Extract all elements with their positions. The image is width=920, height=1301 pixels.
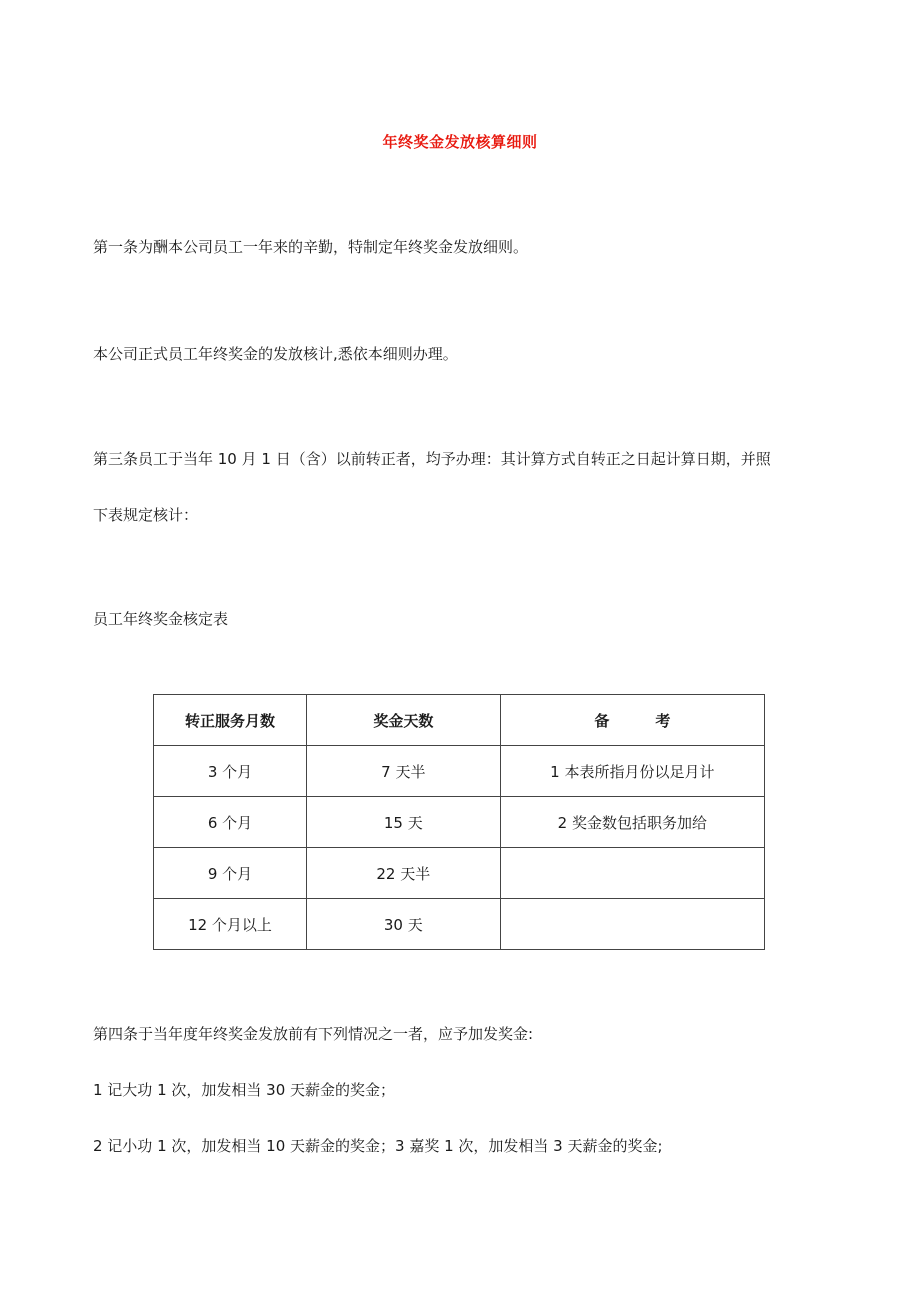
header-days: 奖金天数 xyxy=(306,695,500,746)
header-remark-char1: 备 xyxy=(594,711,610,730)
article-4-paragraph: 第四条于当年度年终奖金发放前有下列情况之一者，应予加发奖金: xyxy=(93,1025,534,1043)
document-title: 年终奖金发放核算细则 xyxy=(382,133,538,151)
article-1-paragraph: 第一条为酬本公司员工一年来的辛勤，特制定年终奖金发放细则。 xyxy=(93,238,529,256)
cell-days: 15 天 xyxy=(306,797,500,848)
article-3-paragraph-line1: 第三条员工于当年 10 月 1 日（含）以前转正者，均予办理：其计算方式自转正之日起计算日期，并照 xyxy=(93,450,771,468)
article-3-paragraph-line2: 下表规定核计： xyxy=(93,506,199,524)
item-1-paragraph: 1 记大功 1 次，加发相当 30 天薪金的奖金； xyxy=(93,1081,396,1099)
header-remark-char2: 考 xyxy=(655,711,671,730)
cell-months: 6 个月 xyxy=(154,797,307,848)
cell-months: 3 个月 xyxy=(154,746,307,797)
cell-months: 12 个月以上 xyxy=(154,899,307,950)
article-2-paragraph: 本公司正式员工年终奖金的发放核计,悉依本细则办理。 xyxy=(93,345,458,363)
bonus-table xyxy=(153,694,765,950)
table-header-row xyxy=(154,695,765,746)
cell-days: 30 天 xyxy=(306,899,500,950)
cell-remark: 2 奖金数包括职务加给 xyxy=(500,797,764,848)
table-row xyxy=(154,848,765,899)
header-months: 转正服务月数 xyxy=(154,695,307,746)
header-remark xyxy=(500,695,764,746)
item-2-3-paragraph: 2 记小功 1 次，加发相当 10 天薪金的奖金；3 嘉奖 1 次，加发相当 3 天薪金的奖金; xyxy=(93,1137,663,1155)
cell-days: 22 天半 xyxy=(306,848,500,899)
table-caption: 员工年终奖金核定表 xyxy=(93,610,229,628)
cell-remark xyxy=(500,848,764,899)
table-row xyxy=(154,797,765,848)
cell-remark: 1 本表所指月份以足月计 xyxy=(500,746,764,797)
cell-months: 9 个月 xyxy=(154,848,307,899)
table-row xyxy=(154,746,765,797)
cell-days: 7 天半 xyxy=(306,746,500,797)
table-row xyxy=(154,899,765,950)
cell-remark xyxy=(500,899,764,950)
